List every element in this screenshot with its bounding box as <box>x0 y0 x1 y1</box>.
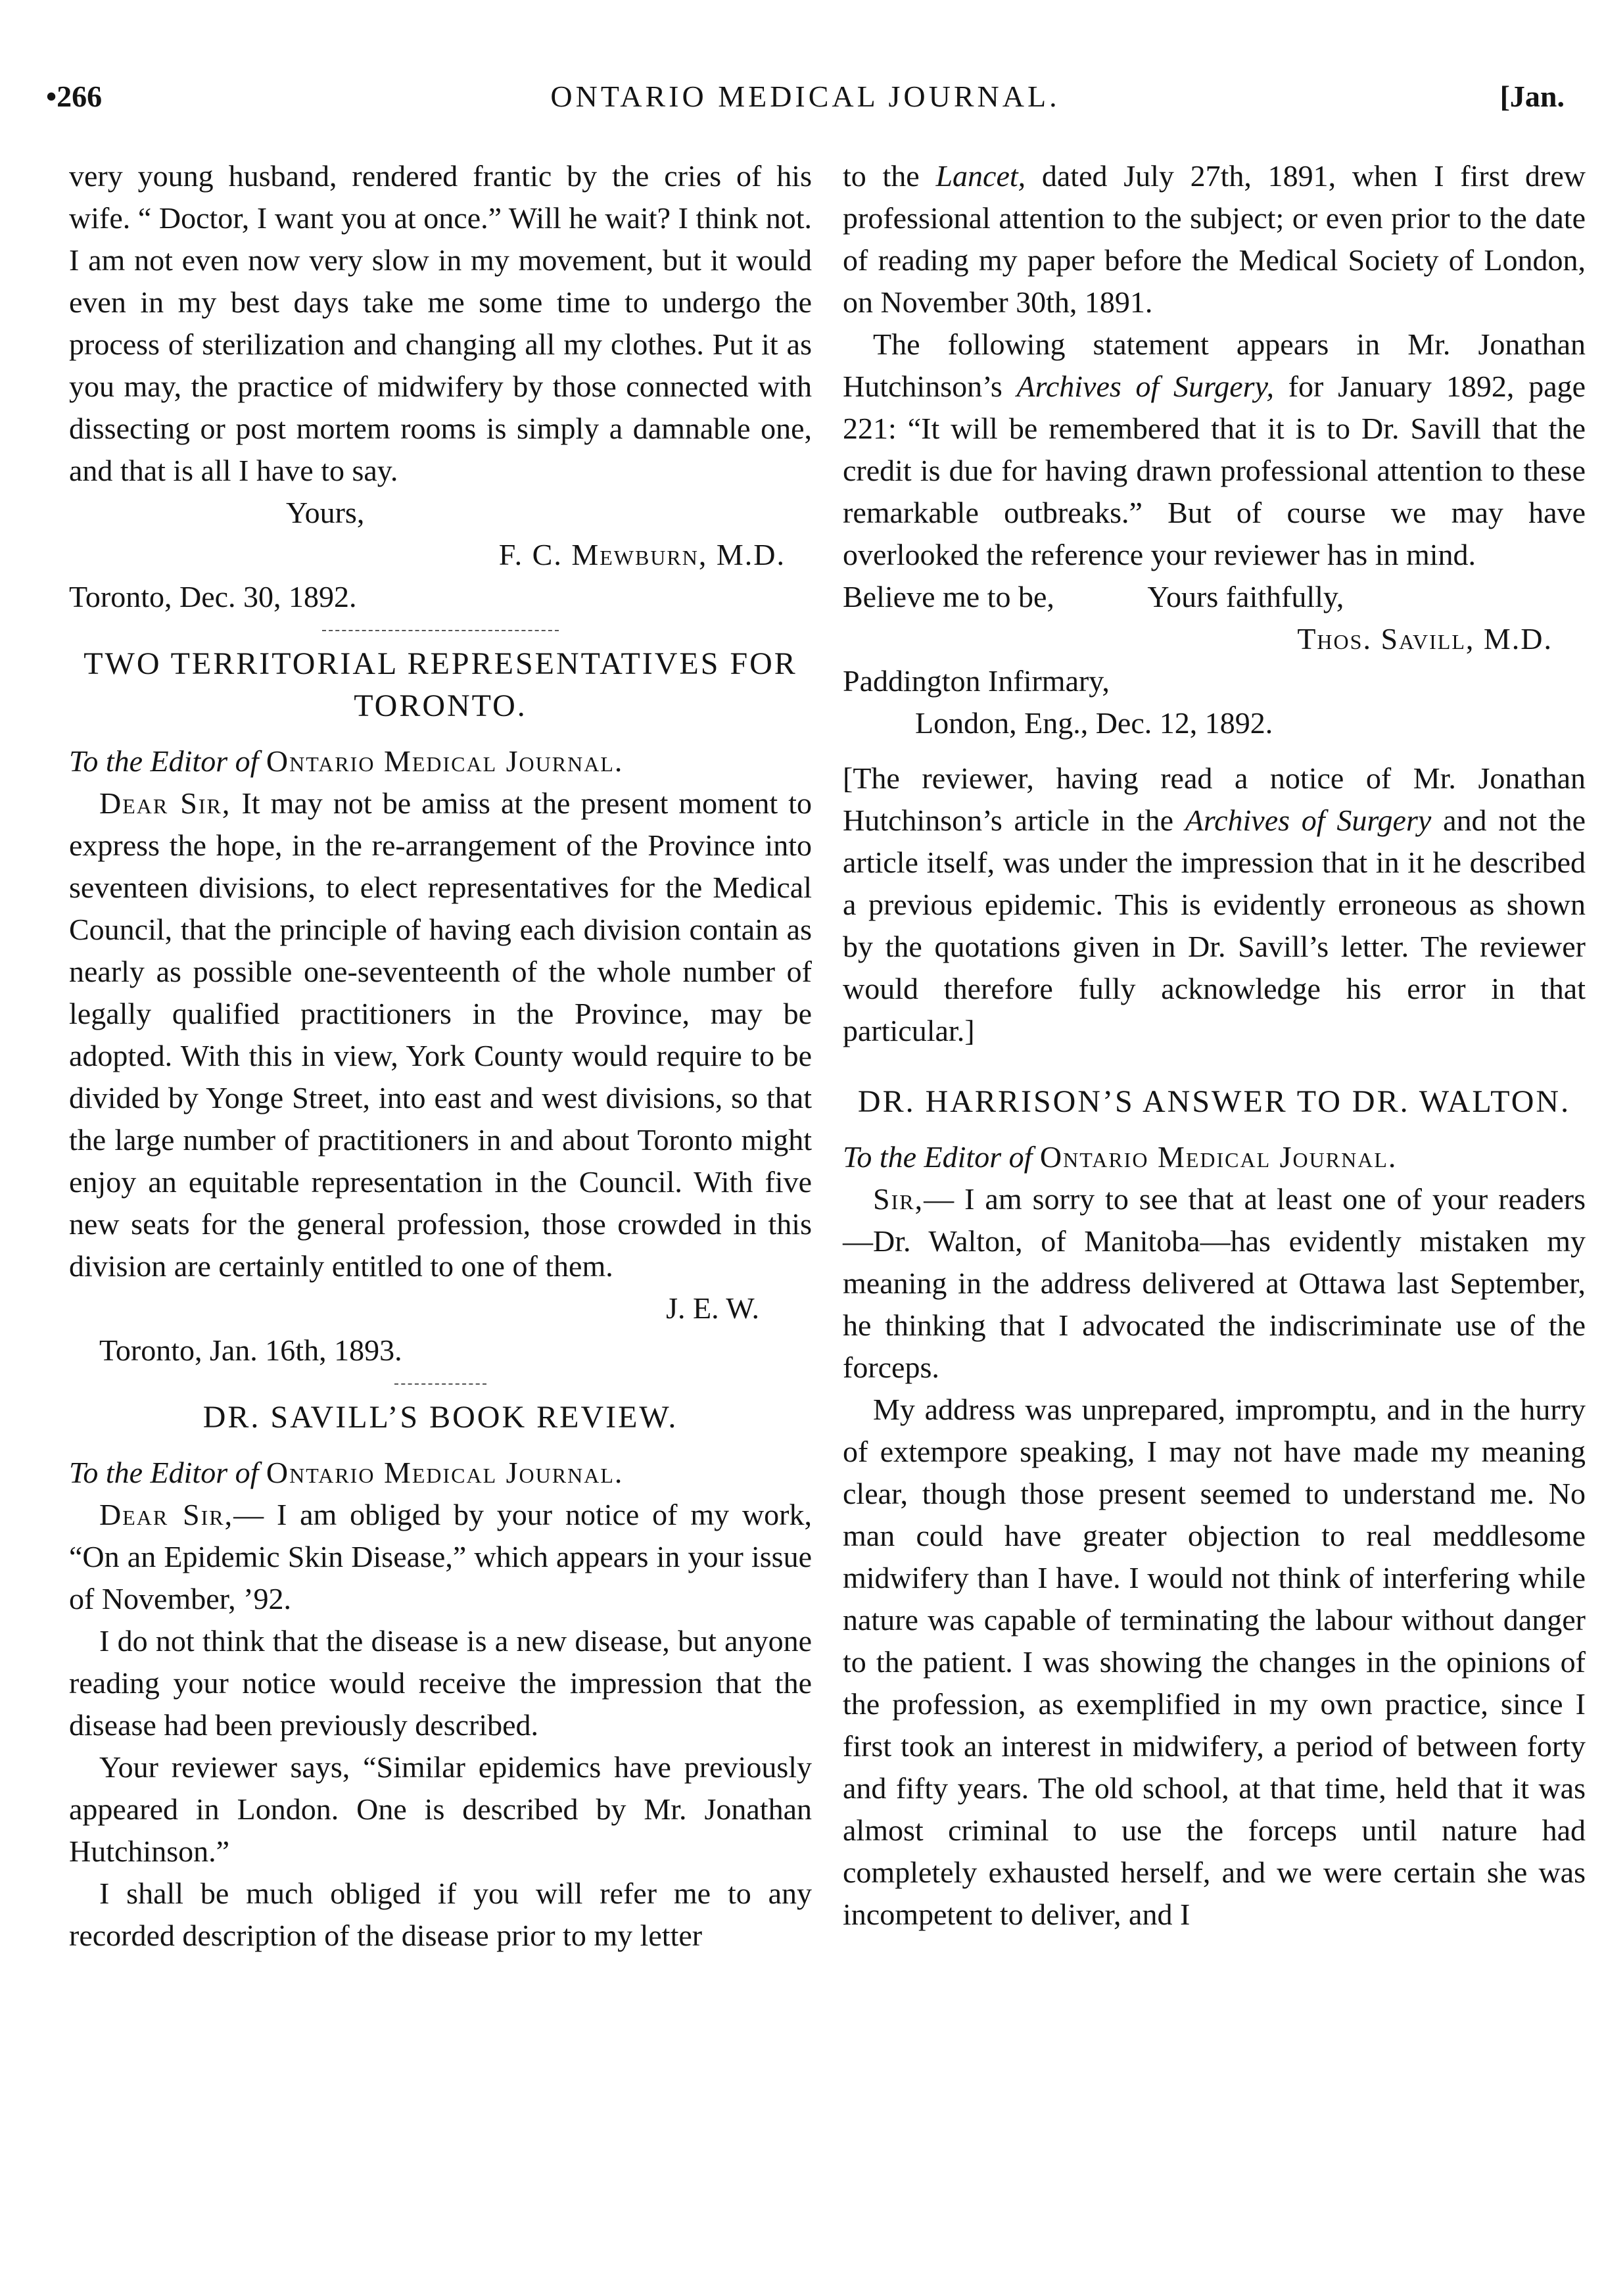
signature-mewburn: F. C. Mewburn, M.D. <box>498 538 786 571</box>
address-line: Paddington Infirmary, <box>843 664 1110 698</box>
initials-jew: J. E. W. <box>666 1291 759 1325</box>
letter-paragraph: I do not think that the disease is a new disease, but anyone reading your notice would receive the impression that the disease had been previously described. <box>69 1624 812 1742</box>
signature-savill: Thos. Savill, M.D. <box>1297 622 1553 656</box>
section-divider <box>322 630 559 631</box>
letter-paragraph: Sir,— I am sorry to see that at least one of your readers —Dr. Walton, of Manitoba—has evidently mistaken my meaning in the address delivered at Ottawa last September, he thinking that I advocated the indiscriminate use of the forceps. <box>843 1182 1586 1384</box>
continued-paragraph: to the Lancet, dated July 27th, 1891, when I first drew professional attention to the subject; or even prior to the date of reading my paper before the Medical Society of London, on November 30th, 1891. <box>843 159 1586 319</box>
letter-paragraph: Your reviewer says, “Similar epidemics have previously appeared in London. One is described by Mr. Jonathan Hutchinson.” <box>69 1750 812 1868</box>
letter-body-territorial: Dear Sir, It may not be amiss at the present moment to express the hope, in the re-arrangement of the Province into seventeen divisions, to elect representatives for the Medical Council, that the principle of having each division contain as nearly as possible one-seventeenth of the whole number of legally qualified practitioners in the Province, may be adopted. With this in view, York County would require to be divided by Yonge Street, into east and west divisions, so that the large number of practitioners in and about Toronto might enjoy an equitable representation in the Council. With five new seats for the general profession, those crowded in this division are certainly entitled to one of them. <box>69 786 813 1283</box>
letter-paragraph: The following statement appears in Mr. Jonathan Hutchinson’s Archives of Surgery, for January 1892, page 221: “It will be remembered that it is to Dr. Savill that the credit is due for having drawn professional attention to these remarkable outbreaks.” But of course we may have overlooked the reference your reviewer has in mind. <box>843 327 1586 571</box>
section-title-territorial: TWO TERRITORIAL REPRESENTATIVES FOR TORONTO. <box>83 646 797 723</box>
address-line: London, Eng., Dec. 12, 1892. <box>915 706 1273 740</box>
dateline-mewburn: Toronto, Dec. 30, 1892. <box>69 580 357 613</box>
section-title-savill: DR. SAVILL’S BOOK REVIEW. <box>202 1400 678 1435</box>
closing-line: Believe me to be, Yours faithfully, <box>843 580 1344 613</box>
letter-paragraph: My address was unprepared, impromptu, and in the hurry of extempore speaking, I may not have made my meaning clear, though those present seemed to understand me. No man could have greater objection to real meddlesome midwifery than I have. I would not think of interfering while nature was capable of terminating the labour without danger to the patient. I was showing the changes in the opinions of the profession, as exemplified in my own practice, since I first took an interest in midwifery, a period of between forty and fifty years. The old school, at that time, held that it was almost criminal to use the forceps until nature had completely exhausted herself, and we were certain she was incompetent to deliver, and I <box>843 1393 1586 1931</box>
letter-paragraph: I shall be much obliged if you will refer me to any recorded description of the disease prior to my letter <box>69 1877 812 1952</box>
issue-month: [Jan. <box>1499 80 1565 113</box>
closing-yours: Yours, <box>286 496 365 529</box>
reviewer-note: [The reviewer, having read a notice of Mr. Jonathan Hutchinson’s article in the Archives of Surgery and not the article itself, was under the impression that in it he described a previous epidemic. This is evidently erroneous as shown by the quotations given in Dr. Savill’s letter. The reviewer would therefore fully acknowledge his error in that particular.] <box>843 761 1586 1047</box>
to-the-editor-line: To the Editor of Ontario Medical Journal. <box>69 744 624 778</box>
left-column <box>69 155 812 1957</box>
page-header <box>46 79 1565 132</box>
section-title-harrison: DR. HARRISON’S ANSWER TO DR. WALTON. <box>857 1084 1571 1119</box>
letter-paragraph: Dear Sir,— I am obliged by your notice of my work, “On an Epidemic Skin Disease,” which appears in your issue of November, ’92. <box>69 1498 812 1615</box>
right-column <box>843 155 1586 1936</box>
journal-title: ONTARIO MEDICAL JOURNAL. <box>550 80 1060 113</box>
to-the-editor-line: To the Editor of Ontario Medical Journal. <box>69 1456 624 1489</box>
section-divider <box>394 1383 486 1385</box>
continued-paragraph: very young husband, rendered frantic by the cries of his wife. “ Doctor, I want you at once.” Will he wait? I think not. I am not even now very slow in my movement, but it would even in my best days take me some time to undergo the process of sterilization and changing all my clothes. Put it as you may, the practice of midwifery by those connected with dissecting or post mortem rooms is simply a damnable one, and that is all I have to say. <box>69 159 812 487</box>
dateline-jew: Toronto, Jan. 16th, 1893. <box>99 1333 402 1367</box>
page-number: •266 <box>46 80 103 113</box>
to-the-editor-line: To the Editor of Ontario Medical Journal. <box>843 1140 1398 1174</box>
